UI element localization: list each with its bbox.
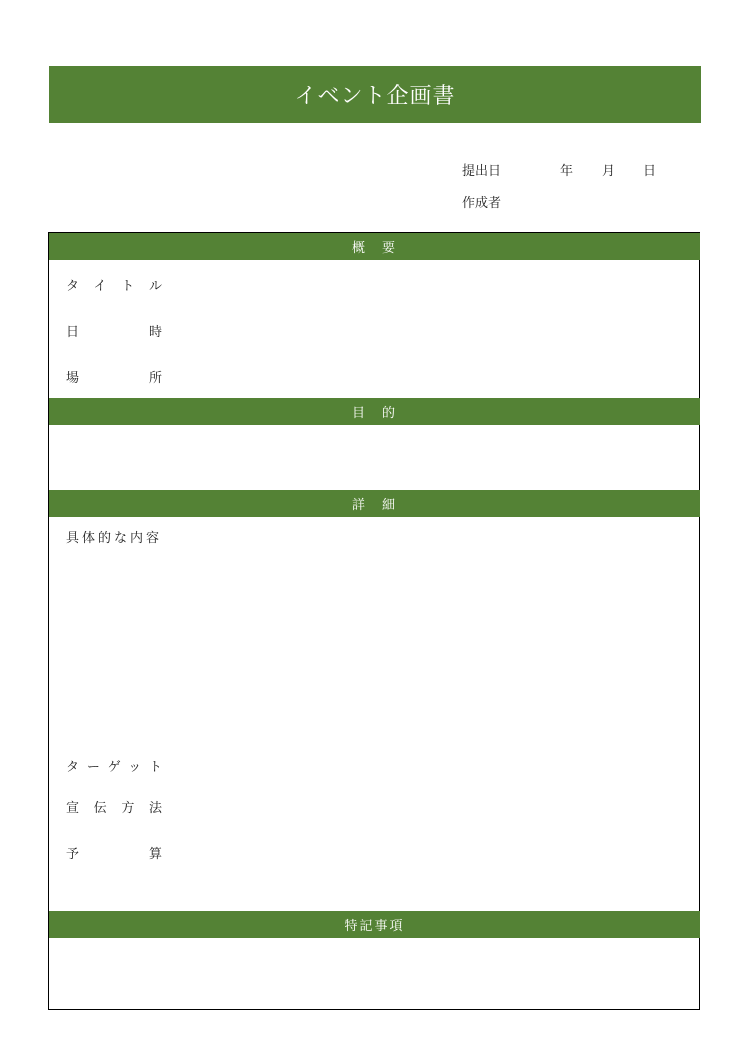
- form-frame: [48, 232, 700, 1010]
- field-content-label: 具体的な内容: [66, 531, 163, 546]
- field-title-label: タイトル: [66, 279, 162, 294]
- day-label: 日: [643, 164, 657, 179]
- month-label: 月: [602, 164, 616, 179]
- section-details: 詳 細: [49, 490, 700, 517]
- section-notes: 特記事項: [49, 911, 700, 938]
- field-target-label: ターゲット: [66, 760, 162, 775]
- field-promotion-label: 宣伝方法: [66, 801, 162, 816]
- submit-date-label: 提出日: [462, 164, 502, 179]
- section-purpose: 目 的: [49, 398, 700, 425]
- field-budget-label: 予算: [66, 847, 162, 862]
- document-title: イベント企画書: [49, 66, 701, 123]
- field-datetime-label: 日時: [66, 325, 162, 340]
- section-overview: 概 要: [49, 233, 700, 260]
- author-label: 作成者: [462, 196, 502, 211]
- field-place-label: 場所: [66, 371, 162, 386]
- year-label: 年: [560, 164, 574, 179]
